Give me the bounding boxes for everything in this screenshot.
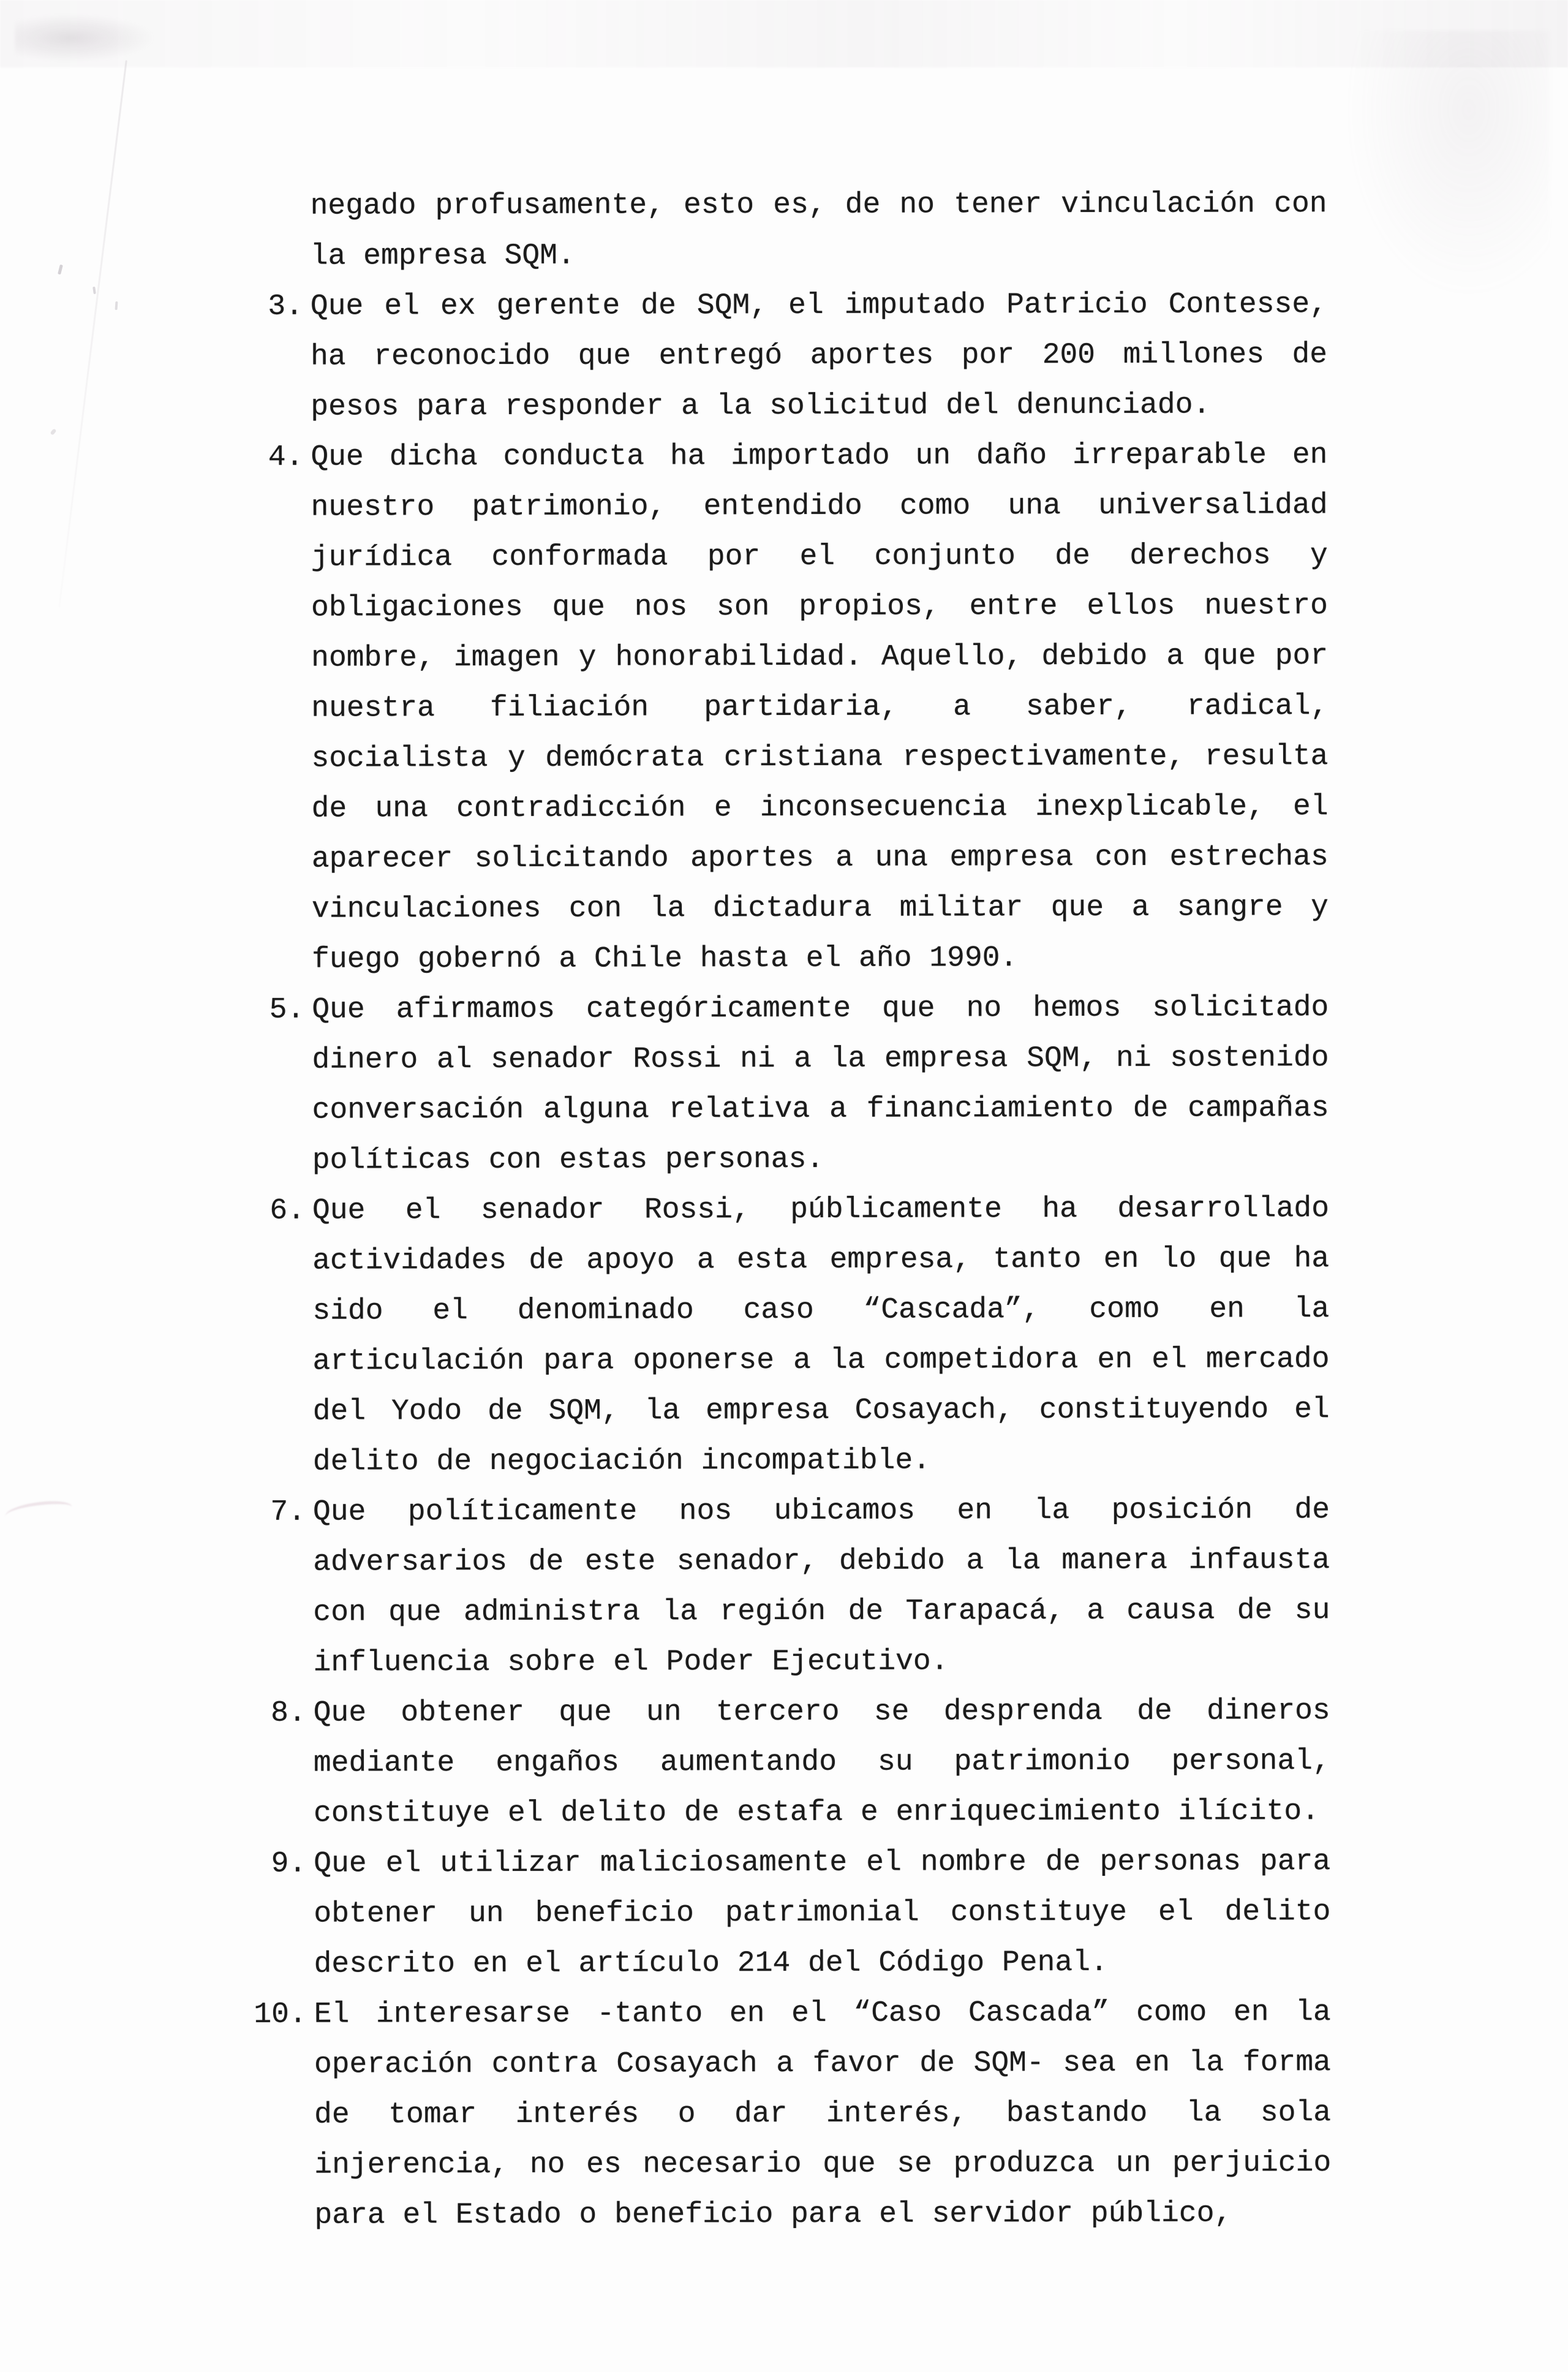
text-line: jurídica conformada por el conjunto de derechos y — [311, 539, 1328, 575]
item-text — [310, 179, 1327, 281]
list-item — [252, 1837, 1331, 1990]
item-text — [312, 1184, 1330, 1487]
list-item — [252, 1686, 1331, 1839]
text-line: de tomar interés o dar interés, bastando la sola — [314, 2096, 1332, 2132]
item-number: 10. — [254, 1998, 307, 2031]
item-number: 3. — [268, 290, 303, 323]
item-text — [311, 430, 1329, 984]
scan-speck — [115, 301, 118, 310]
item-number: 6. — [270, 1194, 306, 1228]
text-line: constituye el delito de estafa e enriquecimiento ilícito. — [314, 1795, 1319, 1830]
text-line: nuestra filiación partidaria, a saber, radical, — [311, 690, 1329, 725]
text-line: mediante engaños aumentando su patrimonio personal, — [313, 1745, 1330, 1780]
item-text — [314, 1987, 1332, 2240]
scan-crease — [58, 60, 127, 608]
text-line: dinero al senador Rossi ni a la empresa SQM, ni sostenido — [312, 1041, 1329, 1077]
item-number: 5. — [269, 993, 305, 1027]
scan-mark-left-edge — [4, 1499, 73, 1524]
text-line: de una contradicción e inconsecuencia inexplicable, el — [311, 790, 1329, 826]
text-line: la empresa SQM. — [310, 239, 575, 273]
text-line: fuego gobernó a Chile hasta el año 1990. — [312, 942, 1018, 976]
list-item — [252, 1485, 1330, 1688]
list-item — [249, 279, 1328, 432]
text-line: negado profusamente, esto es, de no tener vinculación con — [310, 187, 1327, 223]
scan-smudge-top-left — [15, 13, 156, 62]
item-number: 8. — [271, 1696, 306, 1730]
text-line: Que políticamente nos ubicamos en la posición de — [312, 1494, 1330, 1529]
text-line: sido el denominado caso “Cascada”, como en la — [312, 1293, 1330, 1328]
scan-speck — [50, 428, 56, 436]
text-line: obligaciones que nos son propios, entre ellos nuestro — [311, 589, 1328, 625]
item-number: 9. — [271, 1847, 307, 1881]
scan-smudge-top-right — [1348, 31, 1550, 294]
text-line: Que dicha conducta ha importado un daño irreparable en — [311, 439, 1328, 474]
list-item — [249, 179, 1327, 282]
text-line: para el Estado o beneficio para el servidor público, — [314, 2197, 1232, 2232]
text-line: influencia sobre el Poder Ejecutivo. — [313, 1645, 949, 1680]
text-line: Que afirmamos categóricamente que no hemos solicitado — [312, 991, 1329, 1027]
legal-text-block — [249, 179, 1331, 2241]
text-line: Que el utilizar maliciosamente el nombre de personas para — [314, 1845, 1331, 1881]
scan-speck — [58, 265, 63, 275]
text-line: nuestro patrimonio, entendido como una universalidad — [311, 489, 1328, 524]
text-line: articulación para oponerse a la competidora en el mercado — [312, 1343, 1330, 1378]
item-text — [314, 1837, 1331, 1989]
text-line: delito de negociación incompatible. — [312, 1444, 931, 1479]
scan-speck — [92, 287, 96, 294]
text-line: descrito en el artículo 214 del Código Penal. — [314, 1946, 1108, 1981]
text-line: aparecer solicitando aportes a una empresa con estrechas — [311, 840, 1329, 876]
text-line: operación contra Cosayach a favor de SQM- sea en la forma — [314, 2046, 1331, 2082]
list-item — [251, 1184, 1330, 1487]
text-line: políticas con estas personas. — [312, 1143, 824, 1177]
item-text — [314, 1686, 1331, 1838]
item-text — [313, 1485, 1330, 1688]
text-line: Que el senador Rossi, públicamente ha desarrollado — [312, 1192, 1330, 1228]
text-line: El interesarse -tanto en el “Caso Cascada” como en la — [314, 1996, 1331, 2031]
text-line: socialista y demócrata cristiana respectivamente, resulta — [311, 740, 1329, 776]
scan-noise-band — [0, 0, 1568, 67]
item-number: 7. — [270, 1495, 306, 1529]
item-text — [312, 983, 1329, 1185]
list-item — [251, 983, 1329, 1186]
text-line: vinculaciones con la dictadura militar que a sangre y — [311, 891, 1329, 926]
text-line: pesos para responder a la solicitud del denunciado. — [311, 388, 1211, 424]
list-item — [249, 430, 1329, 985]
text-line: del Yodo de SQM, la empresa Cosayach, constituyendo el — [312, 1393, 1330, 1429]
text-line: actividades de apoyo a esta empresa, tanto en lo que ha — [312, 1242, 1330, 1278]
text-line: conversación alguna relativa a financiamiento de campañas — [312, 1092, 1329, 1127]
text-line: obtener un beneficio patrimonial constituye el delito — [314, 1895, 1331, 1931]
text-line: injerencia, no es necesario que se produzca un perjuicio — [314, 2147, 1332, 2182]
item-text — [311, 279, 1328, 432]
text-line: Que obtener que un tercero se desprenda de dineros — [313, 1694, 1330, 1730]
text-line: nombre, imagen y honorabilidad. Aquello, debido a que por — [311, 640, 1329, 675]
text-line: con que administra la región de Tarapacá, a causa de su — [313, 1594, 1330, 1630]
text-line: adversarios de este senador, debido a la manera infausta — [313, 1544, 1330, 1579]
item-number: 4. — [268, 440, 304, 474]
list-item — [253, 1987, 1332, 2241]
text-line: Que el ex gerente de SQM, el imputado Patricio Contesse, — [310, 288, 1327, 323]
text-line: ha reconocido que entregó aportes por 200 millones de — [311, 338, 1328, 374]
